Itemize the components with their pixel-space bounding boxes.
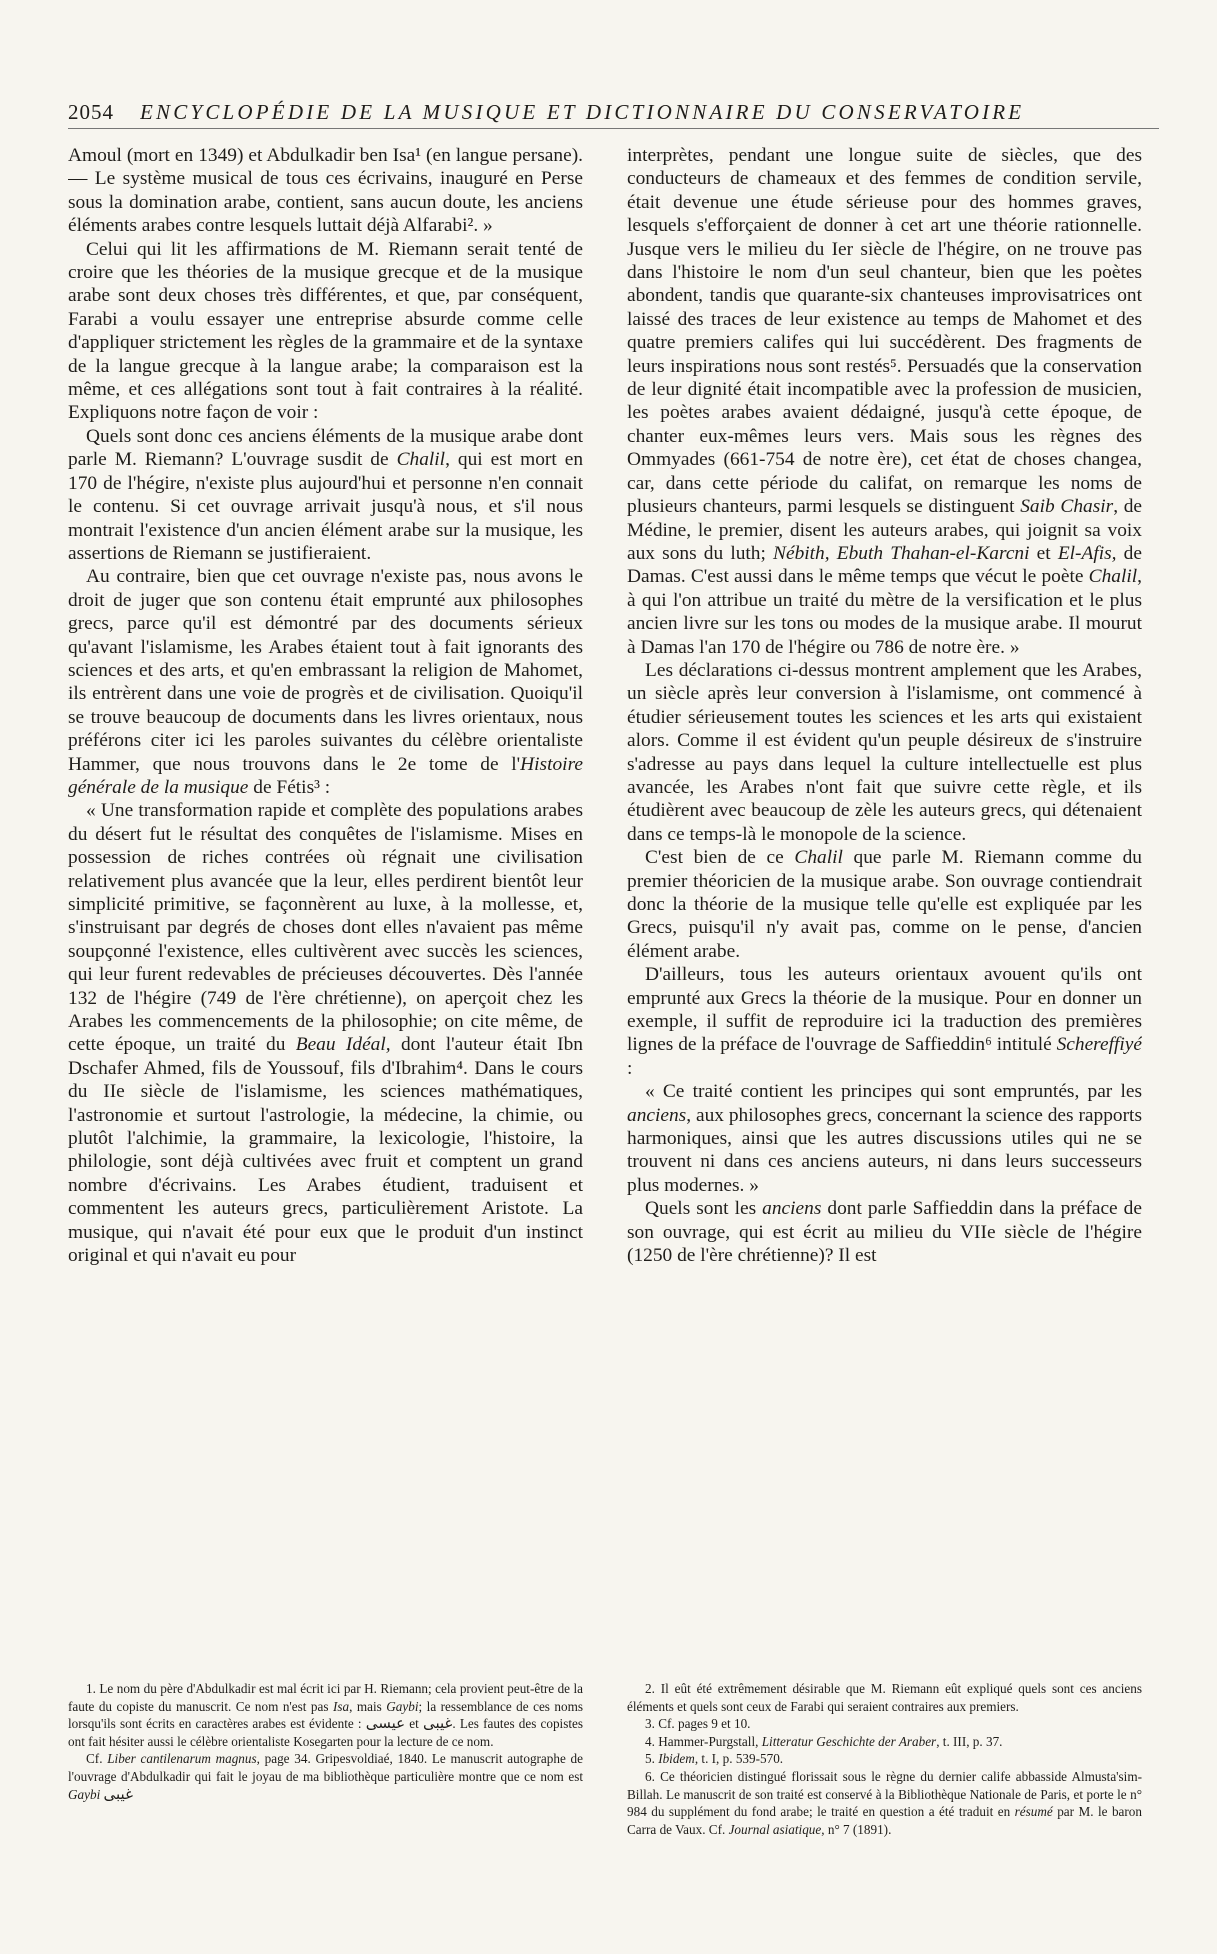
paragraph: Les déclarations ci-dessus montrent amplement que les Arabes, un siècle après leur conversion à l'islamisme, ont commencé à étudier sérieusement toutes les sciences et les arts qui existaient alors. Comme il est évident qu'un peuple désireux de s'instruire s'adresse au pays dans lequel la culture intellectuelle est plus avancée, les Arabes n'ont fait que suivre cette règle, et ils étudièrent avec beaucoup de zèle les auteurs grecs, qui détenaient dans ce temps-là le monopole de la science. — [627, 659, 1142, 845]
running-header — [68, 100, 1159, 129]
footnote: 4. Hammer-Purgstall, Litteratur Geschichte der Araber, t. III, p. 37. — [645, 1733, 1003, 1749]
page-number: 2054 — [68, 100, 114, 124]
arabic-word: غيبى — [423, 1714, 453, 1733]
quotation-paragraph: « Ce traité contient les principes qui sont empruntés, par les anciens, aux philosophes grecs, concernant la science des rapports harmoniques, ainsi que les autres discussions utiles qui ne se trouvent ni dans ces anciens auteurs, ni dans leurs successeurs plus modernes. » — [627, 1081, 1142, 1196]
arabic-word: عيسى — [365, 1714, 406, 1733]
footnote: 1. Le nom du père d'Abdulkadir est mal écrit ici par H. Riemann; cela provient peut-être de la faute du copiste du manuscrit. Ce nom n'est pas Isa, mais Gaybi; la ressemblance de ces noms lorsqu'ils sont écrits en caractères arabes est évidente : عيسى et غيبى. Les fautes des copistes ont fait hésiter aussi le célèbre orientaliste Kosegarten pour la lecture de ce nom. — [68, 1681, 583, 1749]
paragraph: Amoul (mort en 1349) et Abdulkadir ben Isa¹ (en langue persane). — Le système musical de tous ces écrivains, inauguré en Perse sous la domination arabe, contient, sans aucun doute, les anciens éléments arabes contre lesquels luttait déjà Alfarabi². » — [68, 145, 583, 237]
footnote: 2. Il eût été extrêmement désirable que M. Riemann eût expliqué quels sont ces anciens éléments et quels sont ceux de Farabi qui seraient contraires aux premiers. — [627, 1681, 1142, 1714]
right-column — [627, 144, 1142, 1656]
paragraph: Au contraire, bien que cet ouvrage n'existe pas, nous avons le droit de juger que son contenu était emprunté aux philosophes grecs, parce qu'il est démontré par des documents sérieux qu'avant l'islamisme, les Arabes étaient tout à fait ignorants des sciences et des arts, et qu'en embrassant la religion de Mahomet, ils entrèrent dans une voie de progrès et de civilisation. Quoiqu'il se trouve beaucoup de documents dans les livres orientaux, nous préférons citer ici les paroles suivantes du célèbre orientaliste Hammer, que nous trouvons dans le 2e tome de l'Histoire générale de la musique de Fétis³ : — [68, 566, 583, 798]
footnote: 3. Cf. pages 9 et 10. — [645, 1716, 751, 1732]
paragraph: Celui qui lit les affirmations de M. Riemann serait tenté de croire que les théories de la musique grecque et de la musique arabe sont deux choses très différentes, et que, par conséquent, Farabi a voulu essayer une entreprise absurde comme celle d'appliquer strictement les règles de la grammaire et de la syntaxe de la langue grecque à la langue arabe; la comparaison est la même, et ces allégations sont tout à fait contraires à la réalité. Expliquons notre façon de voir : — [68, 238, 583, 424]
footnote: Cf. Liber cantilenarum magnus, page 34. Gripesvoldiaé, 1840. Le manuscrit autographe de l'ouvrage d'Abdulkadir qui fait le joyau de ma bibliothèque particulière montre que ce nom est Gaybi غيبى — [68, 1751, 583, 1803]
footnotes-left — [68, 1680, 583, 1915]
footnote: 5. Ibidem, t. I, p. 539-570. — [645, 1751, 784, 1767]
left-column — [68, 144, 583, 1656]
arabic-word: غيبى — [103, 1784, 133, 1803]
footnotes-right — [627, 1680, 1142, 1915]
quotation-paragraph: « Une transformation rapide et complète des populations arabes du désert fut le résultat des conquêtes de l'islamisme. Mises en possession de riches contrées où régnait une civilisation relativement plus avancée que la leur, elles perdirent bientôt leur simplicité primitive, se façonnèrent au luxe, à la mollesse, et, s'instruisant par degrés de choses dont elles n'avaient pas même soupçonné l'existence, elles cultivèrent avec succès les sciences, qui leur furent redevables de précieuses découvertes. Dès l'année 132 de l'hégire (749 de l'ère chrétienne), on aperçoit chez les Arabes les commencements de la philosophie; on cite même, de cette époque, un traité du Beau Idéal, dont l'auteur était Ibn Dschafer Ahmed, fils de Youssouf, fils d'Ibrahim⁴. Dans le cours du IIe siècle de l'islamisme, les sciences mathématiques, l'astronomie et surtout l'astrologie, la médecine, la chimie, ou plutôt l'alchimie, la grammaire, la lexicologie, l'histoire, la philologie, sont déjà cultivées avec fruit et comptent un grand nombre d'écrivains. Les Arabes étudient, traduisent et commentent les auteurs grecs, particulièrement Aristote. La musique, qui n'avait été pour eux que le produit d'un instinct original et qui n'avait eu pour — [68, 800, 583, 1267]
paragraph: Quels sont donc ces anciens éléments de la musique arabe dont parle M. Riemann? L'ouvrage susdit de Chalil, qui est mort en 170 de l'hégire, n'existe plus aujourd'hui et personne n'en connait le contenu. Si cet ouvrage arrivait jusqu'à nous, et s'il nous montrait l'existence d'un ancien élément arabe sur la musique, les assertions de Riemann se justifieraient. — [68, 425, 583, 564]
footnote: 6. Ce théoricien distingué florissait sous le règne du dernier calife abbasside Almusta'sim-Billah. Le manuscrit de son traité est conservé à la Bibliothèque Nationale de Paris, et porte le n° 984 du supplément du fond arabe; le traité en question a été traduit en résumé par M. le baron Carra de Vaux. Cf. Journal asiatique, n° 7 (1891). — [627, 1768, 1142, 1837]
paragraph: C'est bien de ce Chalil que parle M. Riemann comme du premier théoricien de la musique arabe. Son ouvrage contiendrait donc la théorie de la musique telle qu'elle est expliquée par les Grecs, puisqu'il n'y avait pas, comme on le pense, d'ancien élément arabe. — [627, 847, 1142, 962]
running-title: ENCYCLOPÉDIE DE LA MUSIQUE ET DICTIONNAIRE DU CONSERVATOIRE — [140, 100, 1025, 124]
paragraph: Quels sont les anciens dont parle Saffieddin dans la préface de son ouvrage, qui est écrit au milieu du VIIe siècle de l'hégire (1250 de l'ère chrétienne)? Il est — [627, 1198, 1142, 1267]
paragraph: D'ailleurs, tous les auteurs orientaux avouent qu'ils ont emprunté aux Grecs la théorie de la musique. Pour en donner un exemple, il suffit de reproduire ici la traduction des premières lignes de la préface de l'ouvrage de Saffieddin⁶ intitulé Schereffiyé : — [627, 964, 1142, 1079]
paragraph: interprètes, pendant une longue suite de siècles, que des conducteurs de chameaux et des femmes de condition servile, était devenue une étude sérieuse pour des hommes graves, lesquels s'efforçaient de donner à cet art une théorie rationnelle. Jusque vers le milieu du Ier siècle de l'hégire, on ne trouve pas dans l'histoire le nom d'un seul chanteur, bien que les poètes abondent, tandis que quarante-six chanteuses improvisatrices ont laissé des traces de leur existence au temps de Mahomet et des quatre premiers califes qui lui succédèrent. Des fragments de leurs inspirations nous sont restés⁵. Persuadés que la conservation de leur dignité était incompatible avec la profession de musicien, les poètes arabes avaient dédaigné, jusqu'à cette époque, de chanter eux-mêmes leurs vers. Mais sous les règnes des Ommyades (661-754 de notre ère), cet état de choses changea, car, dans cette période du califat, on remarque les noms de plusieurs chanteurs, parmi lesquels se distinguent Saib Chasir, de Médine, le premier, disent les auteurs arabes, qui joignit sa voix aux sons du luth; Nébith, Ebuth Thahan-el-Karcni et El-Afis, de Damas. C'est aussi dans le même temps que vécut le poète Chalil, à qui l'on attribue un traité du mètre de la versification et le plus ancien livre sur les tons ou modes de la musique arabe. Il mourut à Damas l'an 170 de l'hégire ou 786 de notre ère. » — [627, 145, 1142, 658]
